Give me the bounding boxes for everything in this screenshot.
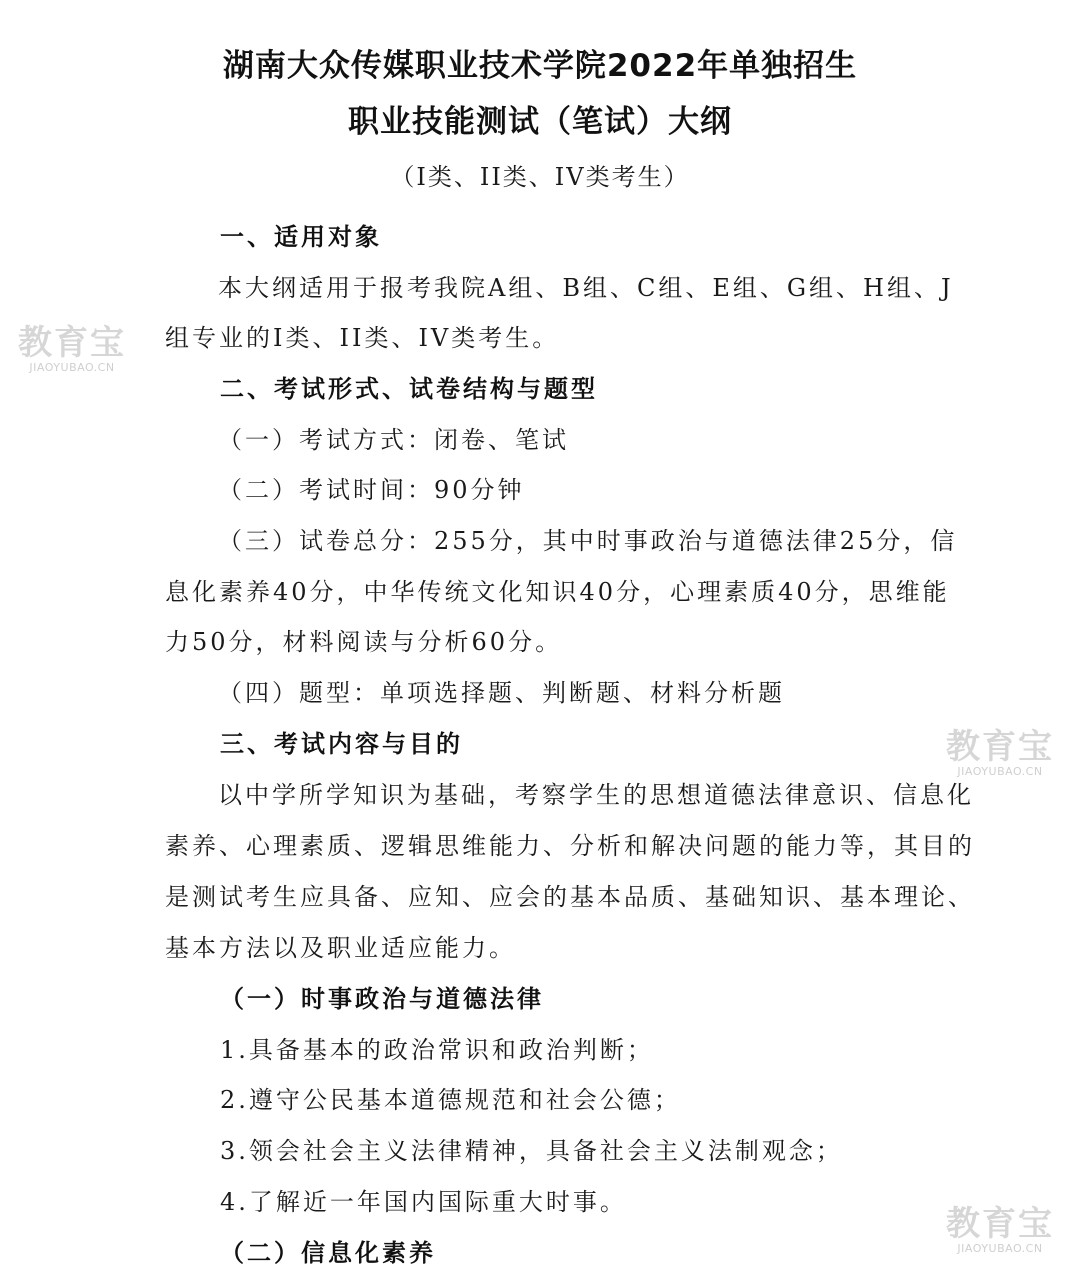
watermark-url: JIAOYUBAO.CN: [957, 1242, 1043, 1255]
section-1-paragraph-line-1: 本大纲适用于报考我院A组、B组、C组、E组、G组、H组、J: [218, 274, 954, 302]
watermark-logo: [940, 728, 1060, 778]
section-3-paragraph-line-3: 是测试考生应具备、应知、应会的基本品质、基础知识、基本理论、: [165, 883, 975, 911]
section-1-paragraph-line-2: 组专业的I类、II类、IV类考生。: [165, 324, 560, 352]
document-title-line-1: 湖南大众传媒职业技术学院2022年单独招生: [222, 48, 858, 84]
section-1-heading: 一、适用对象: [220, 223, 382, 251]
section-3-paragraph-line-2: 素养、心理素质、逻辑思维能力、分析和解决问题的能力等，其目的: [165, 832, 975, 860]
section-3-paragraph-line-4: 基本方法以及职业适应能力。: [165, 934, 516, 962]
subsection-1-item-1: 1.具备基本的政治常识和政治判断；: [220, 1036, 654, 1064]
section-2-item-2: （二）考试时间：90分钟: [218, 476, 525, 504]
subsection-1-item-2: 2.遵守公民基本道德规范和社会公德；: [220, 1086, 681, 1114]
watermark-url: JIAOYUBAO.CN: [957, 765, 1043, 778]
watermark-logo: [12, 324, 132, 374]
section-3-paragraph-line-1: 以中学所学知识为基础，考察学生的思想道德法律意识、信息化: [218, 781, 974, 809]
watermark-text: 教育宝: [18, 323, 126, 363]
document-subtitle: （I类、II类、IV类考生）: [390, 163, 690, 191]
section-2-heading: 二、考试形式、试卷结构与题型: [220, 375, 598, 403]
section-3-heading: 三、考试内容与目的: [220, 730, 463, 758]
document-title-line-2: 职业技能测试（笔试）大纲: [348, 104, 732, 140]
watermark-url: JIAOYUBAO.CN: [29, 361, 115, 374]
subsection-1-item-3: 3.领会社会主义法律精神，具备社会主义法制观念；: [220, 1137, 843, 1165]
watermark-text: 教育宝: [946, 727, 1054, 767]
section-2-item-3-line-2: 息化素养40分，中华传统文化知识40分，心理素质40分，思维能: [165, 578, 950, 606]
section-2-item-3-line-3: 力50分，材料阅读与分析60分。: [165, 628, 563, 656]
section-2-item-3-line-1: （三）试卷总分：255分，其中时事政治与道德法律25分，信: [218, 527, 958, 555]
watermark-logo: [940, 1205, 1060, 1255]
subsection-1-heading: （一）时事政治与道德法律: [220, 985, 544, 1013]
section-2-item-4: （四）题型：单项选择题、判断题、材料分析题: [218, 679, 785, 707]
subsection-2-heading: （二）信息化素养: [220, 1239, 436, 1267]
watermark-text: 教育宝: [946, 1204, 1054, 1244]
section-2-item-1: （一）考试方式：闭卷、笔试: [218, 426, 569, 454]
subsection-1-item-4: 4.了解近一年国内国际重大时事。: [220, 1188, 627, 1216]
